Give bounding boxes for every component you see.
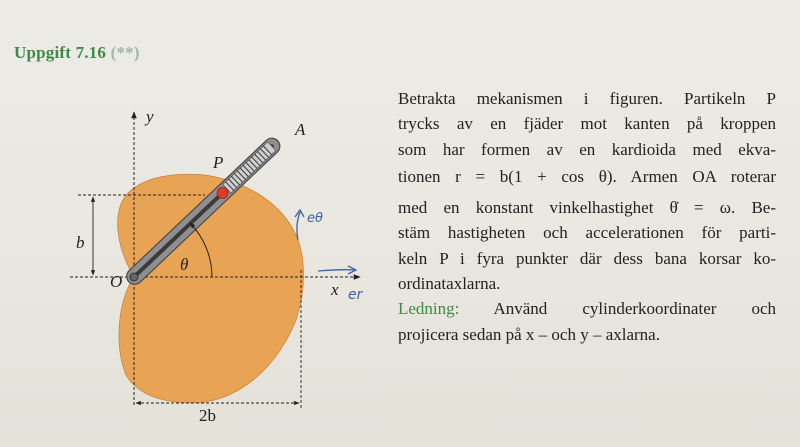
problem-line-2: trycks av en fjäder mot kanten på kroppen [398, 114, 776, 134]
hint-text-1: Använd cylinderkoordinater och [459, 299, 776, 319]
handwritten-e-theta: eθ [307, 211, 323, 226]
problem-line-4: tionen r = b(1 + cos θ). Armen OA roterar [398, 166, 776, 186]
problem-line-5: med en konstant vinkelhastighet θ̇ = ω. Be- [398, 198, 776, 218]
pivot-O [130, 273, 138, 281]
label-2b: 2b [199, 406, 216, 425]
label-O: O [110, 272, 123, 291]
hint-line-2: projicera sedan på x – och y – axlarna. [398, 324, 660, 344]
problem-line-6: stäm hastigheten och accelerationen för parti- [398, 223, 776, 243]
problem-text [398, 86, 776, 347]
label-theta: θ [180, 255, 189, 274]
problem-line-1: Betrakta mekanismen i figuren. Partikeln P [398, 89, 776, 108]
handwritten-e-theta-arrow [297, 212, 300, 240]
problem-line-8: ordinataxlarna. [398, 274, 501, 294]
hint-label: Ledning: [398, 299, 460, 319]
label-P: P [213, 153, 224, 172]
hint-line-1 [398, 296, 776, 321]
label-b: b [76, 233, 85, 252]
spring [223, 142, 276, 193]
handwritten-e-r-arrow [318, 270, 354, 271]
difficulty-stars: (**) [110, 43, 140, 62]
label-x: x [331, 280, 339, 299]
handwritten-e-r: er [348, 287, 363, 303]
label-A: A [295, 120, 306, 139]
problem-number: Uppgift 7.16 [14, 43, 107, 62]
problem-line-7: keln P i fyra punkter där dess bana korsar ko- [398, 248, 776, 268]
label-y: y [146, 107, 154, 126]
problem-line-3: som har formen av en kardioida med ekva- [398, 139, 776, 159]
